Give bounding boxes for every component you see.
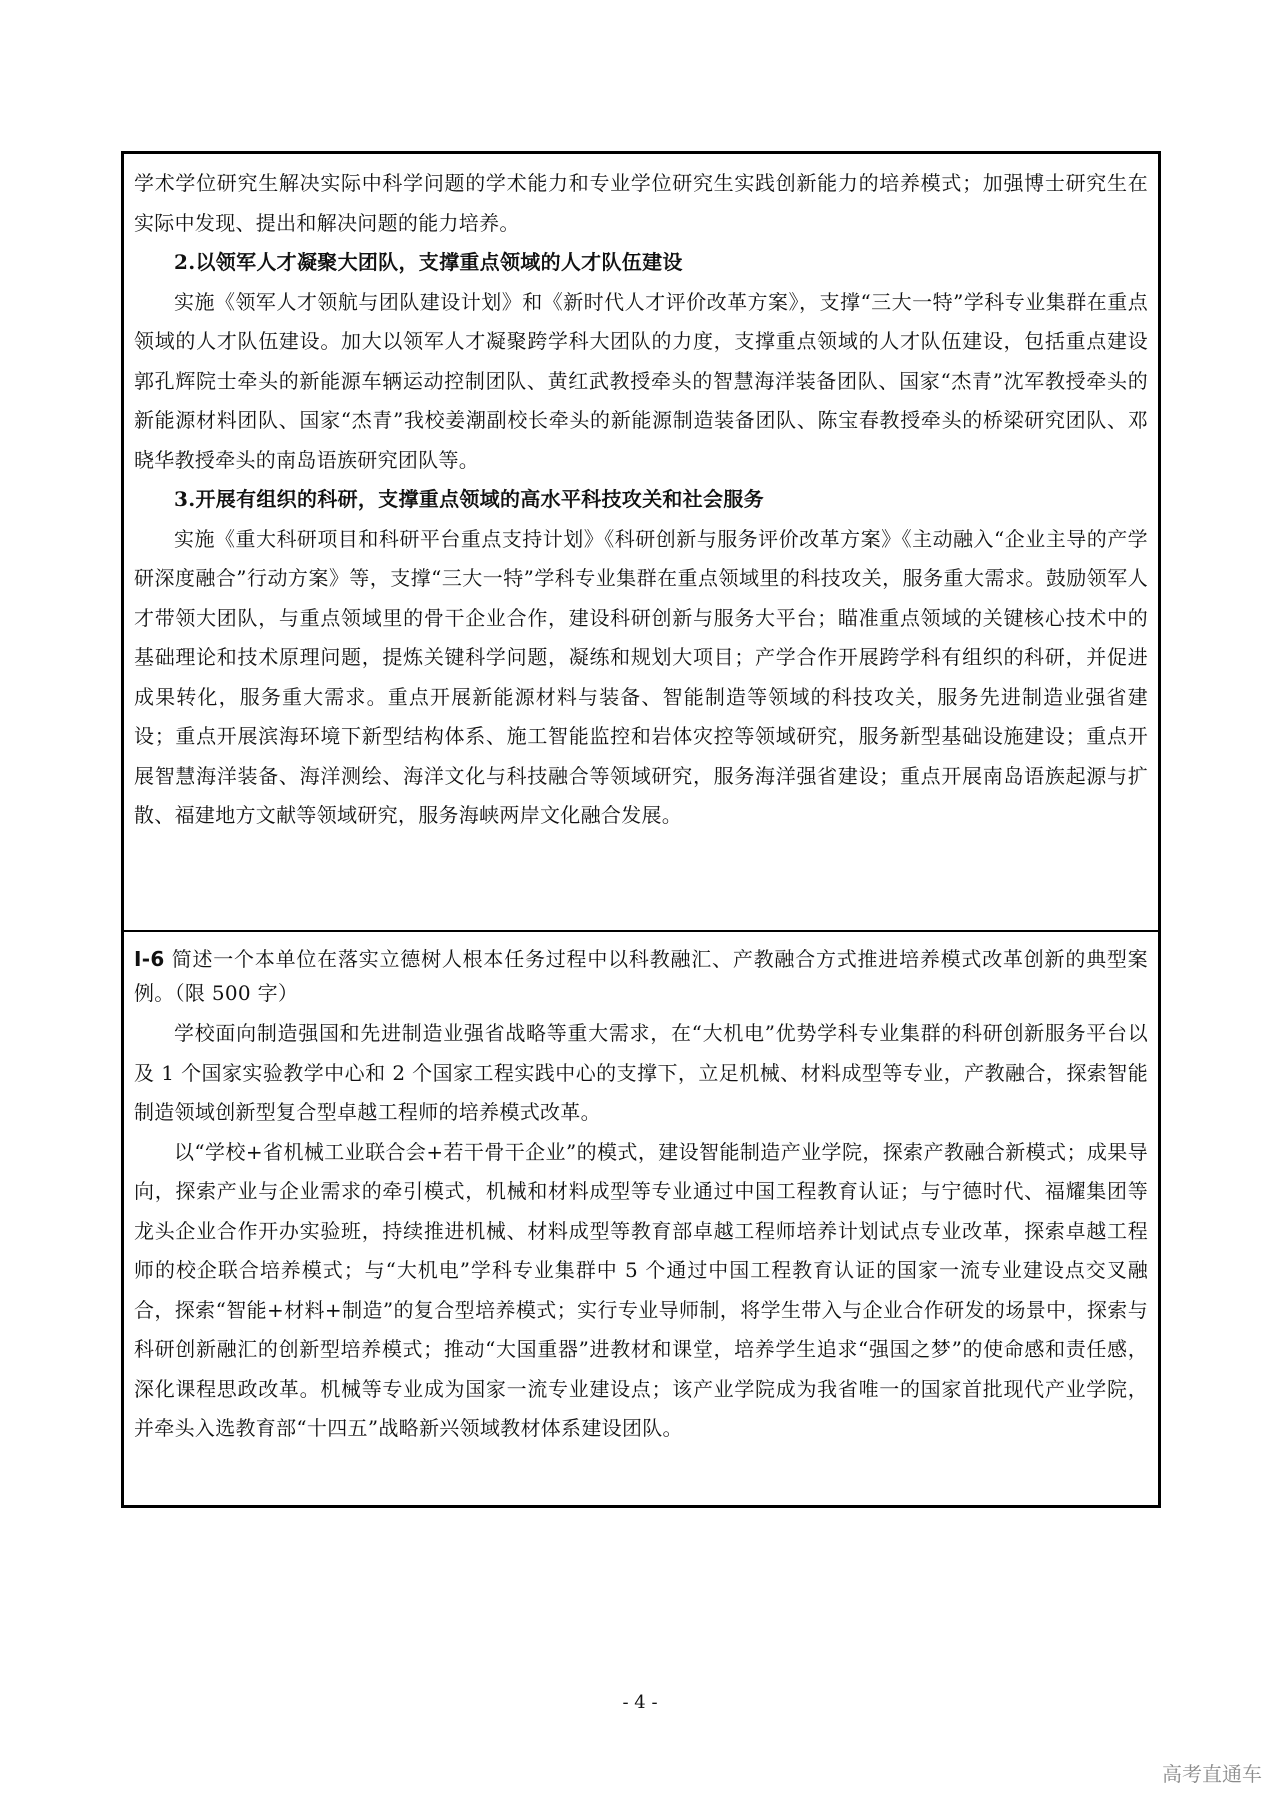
paragraph-organized-research: 实施《重大科研项目和科研平台重点支持计划》《科研创新与服务评价改革方案》《主动融入“企业主导的产学研深度融合”行动方案》等，支撑“三大一特”学科专业集群在重点领域里的科技攻关，服务重大需求。鼓励领军人才带领大团队，与重点领域里的骨干企业合作，建设科研创新与服务大平台；瞄准重点领域的关键核心技术中的基础理论和技术原理问题，提炼关键科学问题，凝练和规划大项目；产学合作开展跨学科有组织的科研，并促进成果转化，服务重大需求。重点开展新能源材料与装备、智能制造等领域的科技攻关，服务先进制造业强省建设；重点开展滨海环境下新型结构体系、施工智能监控和岩体灾控等领域研究，服务新型基础设施建设；重点开展智慧海洋装备、海洋测绘、海洋文化与科技融合等领域研究，服务海洋强省建设；重点开展南岛语族起源与扩散、福建地方文献等领域研究，服务海峡两岸文化融合发展。 — [134, 526, 1148, 827]
table-cell-question-i6 — [124, 930, 1158, 1505]
case-paragraph-1: 学校面向制造强国和先进制造业强省战略等重大需求，在“大机电”优势学科专业集群的科研创新服务平台以及 1 个国家实验教学中心和 2 个国家工程实践中心的支撑下，立足机械、材料成型等专业，产教融合，探索智能制造领域创新型复合型卓越工程师的培养模式改革。 — [134, 1021, 1148, 1124]
question-text: 简述一个本单位在落实立德树人根本任务过程中以科教融汇、产教融合方式推进培养模式改革创新的典型案例。（限 500 字） — [134, 947, 1148, 1005]
continuation-paragraph: 学术学位研究生解决实际中科学问题的学术能力和专业学位研究生实践创新能力的培养模式；加强博士研究生在实际中发现、提出和解决问题的能力培养。 — [134, 171, 1148, 235]
question-prompt — [134, 942, 1148, 1010]
watermark: 高考直通车 — [1162, 1762, 1262, 1786]
page-number: - 4 - — [622, 1692, 658, 1713]
form-table — [121, 151, 1161, 1508]
case-paragraph-2: 以“学校+省机械工业联合会+若干骨干企业”的模式，建设智能制造产业学院，探索产教融合新模式；成果导向，探索产业与企业需求的牵引模式，机械和材料成型等专业通过中国工程教育认证；与宁德时代、福耀集团等龙头企业合作开办实验班，持续推进机械、材料成型等教育部卓越工程师培养计划试点专业改革，探索卓越工程师的校企联合培养模式；与“大机电”学科专业集群中 5 个通过中国工程教育认证的国家一流专业建设点交叉融合，探索“智能+材料+制造”的复合型培养模式；实行专业导师制，将学生带入与企业合作研发的场景中，探索与科研创新融汇的创新型培养模式；推动“大国重器”进教材和课堂，培养学生追求“强国之梦”的使命感和责任感，深化课程思政改革。机械等专业成为国家一流专业建设点；该产业学院成为我省唯一的国家首批现代产业学院，并牵头入选教育部“十四五”战略新兴领域教材体系建设团队。 — [134, 1139, 1148, 1440]
table-cell-continuation — [124, 154, 1158, 930]
question-id: I-6 — [134, 947, 165, 971]
section-heading-3: 3.开展有组织的科研，支撑重点领域的高水平科技攻关和社会服务 — [174, 487, 764, 511]
paragraph-talent-teams: 实施《领军人才领航与团队建设计划》和《新时代人才评价改革方案》，支撑“三大一特”学科专业集群在重点领域的人才队伍建设。加大以领军人才凝聚跨学科大团队的力度，支撑重点领域的人才队伍建设，包括重点建设郭孔辉院士牵头的新能源车辆运动控制团队、黄红武教授牵头的智慧海洋装备团队、国家“杰青”沈军教授牵头的新能源材料团队、国家“杰青”我校姜潮副校长牵头的新能源制造装备团队、陈宝春教授牵头的桥梁研究团队、邓晓华教授牵头的南岛语族研究团队等。 — [134, 289, 1148, 472]
section-heading-2: 2.以领军人才凝聚大团队，支撑重点领域的人才队伍建设 — [174, 250, 683, 274]
